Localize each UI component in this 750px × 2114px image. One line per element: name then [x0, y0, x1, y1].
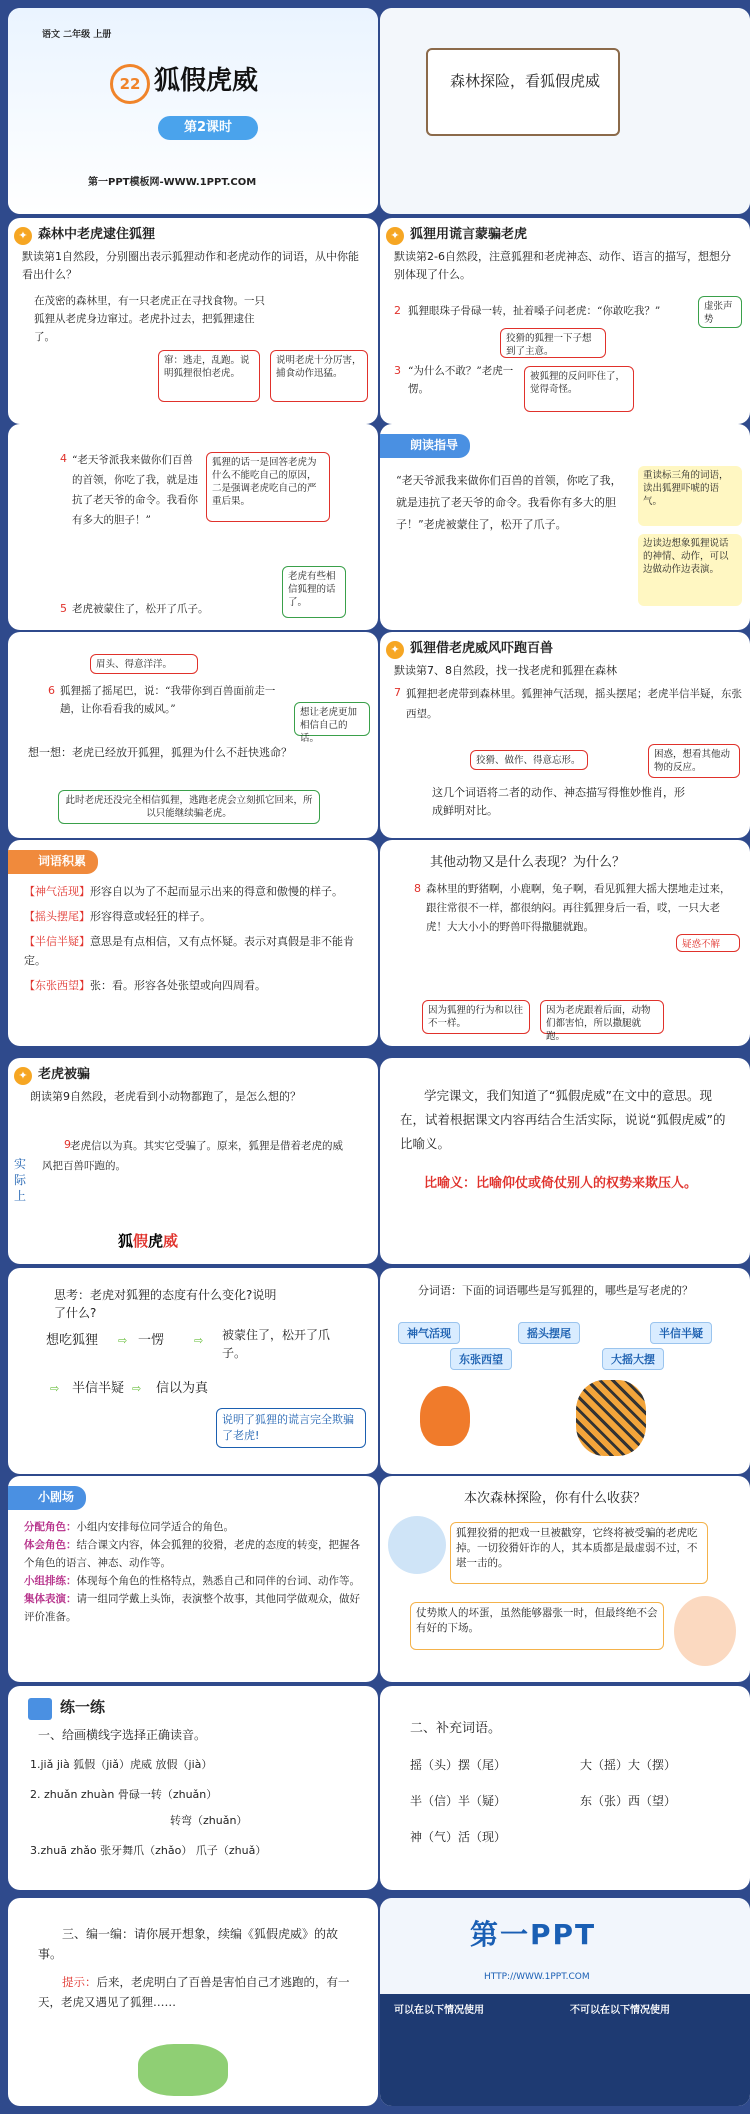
callout-pu: 说明老虎十分厉害，捕食动作迅猛。 — [270, 350, 368, 402]
exercise-3-question: 三、编一编：请你展开想象，续编《狐假虎威》的故事。 — [38, 1927, 339, 1961]
girl-avatar — [674, 1596, 736, 1666]
pinyin-row-2b: 转弯（zhuǎn） — [170, 1814, 248, 1827]
passage-para-4: “老天爷派我来做你们百兽的首领，你吃了我，就是违抗了老天爷的命令。我看你有多大的胆子！” — [72, 454, 198, 526]
leaf-icon: ✦ — [386, 227, 404, 245]
arrow-right-icon: ⇨ — [194, 1334, 204, 1347]
slide-2[interactable] — [380, 8, 750, 214]
theater-step: 小组排练：体现每个角色的性格特点，熟悉自己和同伴的台词、动作等。 — [24, 1575, 360, 1587]
word-card-3[interactable]: 半信半疑 — [650, 1322, 712, 1344]
slide-10[interactable] — [380, 840, 750, 1046]
slide-8-title: 狐狸借老虎威风吓跑百兽 — [410, 641, 554, 656]
theater-step: 分配角色：小组内安排每位同学适合的角色。 — [24, 1521, 234, 1533]
slide-4-intro: 默读第2-6自然段，注意狐狸和老虎神态、动作、语言的描写，想想分别体现了什么。 — [394, 250, 731, 281]
fill-word-1: 摇（头）摆（尾） — [410, 1758, 507, 1772]
slide-20[interactable] — [380, 1898, 750, 2106]
word-card-4[interactable]: 东张西望 — [450, 1348, 512, 1370]
exercise-title: 练一练 — [60, 1698, 106, 1716]
slide-10-question: 其他动物又是什么表现？为什么？ — [430, 855, 626, 870]
pinyin-row-1: 1.jiǎ jià 狐假（jiǎ）虎威 放假（jià） — [30, 1758, 213, 1771]
vocab-item: 【东张西望】张：看。形容各处张望或向四周看。 — [24, 979, 266, 992]
site-logo: 第一PPT — [470, 1918, 597, 1951]
slide-3-intro: 默读第1自然段，分别圈出表示狐狸动作和老虎动作的词语，从中你能看出什么？ — [22, 250, 359, 281]
attitude-step-1: 想吃狐狸 — [46, 1333, 99, 1348]
side-label: 实际上 — [14, 1157, 27, 1203]
fill-word-2: 大（摇）大（摆） — [580, 1758, 677, 1772]
tiger-illustration — [576, 1380, 646, 1456]
callout-bluff: 虚张声势 — [698, 296, 742, 328]
lesson-title: 狐假虎威 — [154, 66, 259, 96]
slide-12-text: 学完课文，我们知道了“狐假虎威”在文中的意思。现在，试着根据课文内容再结合生活实际，说说“狐假虎威”的比喻义。 — [400, 1088, 726, 1151]
slide-4[interactable] — [380, 218, 750, 424]
harvest-bubble-1: 狐狸狡猾的把戏一旦被戳穿，它终将被受骗的老虎吃掉。一切狡猾奸诈的人，其本质都是最虚弱不过，不堪一击的。 — [450, 1522, 708, 1584]
slide-14-question: 分词语：下面的词语哪些是写狐狸的，哪些是写老虎的？ — [418, 1284, 693, 1297]
slide-8[interactable] — [380, 632, 750, 838]
callout-reason-2: 因为老虎跟着后面，动物们都害怕，所以撒腿就跑。 — [540, 1000, 664, 1034]
theater-tag: 小剧场 — [8, 1486, 86, 1510]
para-number-8: 8 — [414, 882, 421, 895]
slide-11-intro: 朗读第9自然段，老虎看到小动物都跑了，是怎么想的？ — [30, 1090, 301, 1103]
callout-fox-manner: 狡猾、做作、得意忘形。 — [470, 750, 588, 770]
site-url[interactable]: HTTP://WWW.1PPT.COM — [484, 1972, 590, 1982]
pinyin-row-2: 2. zhuǎn zhuàn 骨碌一转（zhuǎn） — [30, 1788, 218, 1801]
lesson-number-badge: 22 — [110, 64, 150, 104]
callout-tiger-manner: 困惑，想看其他动物的反应。 — [648, 744, 740, 778]
subject-label: 语文 二年级 上册 — [42, 30, 112, 40]
passage-para-7: 狐狸把老虎带到森林里。狐狸神气活现，摇头摆尾；老虎半信半疑，东张西望。 — [406, 688, 742, 720]
passage-para-2: 狐狸眼珠子骨碌一转，扯着嗓子问老虎：“你敢吃我？” — [408, 305, 661, 317]
slide-3-title: 森林中老虎逮住狐狸 — [38, 227, 156, 242]
para-number-9: 9 — [64, 1138, 71, 1151]
slide-13-question: 思考：老虎对狐狸的态度有什么变化?说明了什么? — [54, 1288, 277, 1320]
para-number-7: 7 — [394, 686, 401, 699]
slide-19[interactable] — [8, 1898, 378, 2106]
harvest-bubble-2: 仗势欺人的坏蛋，虽然能够嚣张一时，但最终绝不会有好的下场。 — [410, 1602, 664, 1650]
credit-text: 第一PPT模板网-WWW.1PPT.COM — [88, 177, 257, 188]
fill-word-4: 东（张）西（望） — [580, 1794, 677, 1808]
banner-frame — [426, 48, 620, 136]
arrow-right-icon: ⇨ — [118, 1334, 128, 1347]
slide-7-question: 想一想：老虎已经放开狐狸，狐狸为什么不赶快逃命？ — [28, 746, 292, 759]
slide-6[interactable] — [380, 424, 750, 630]
vocab-list — [24, 882, 364, 995]
arrow-right-icon: ⇨ — [50, 1382, 60, 1395]
word-card-1[interactable]: 神气活现 — [398, 1322, 460, 1344]
para-number-2: 2 — [394, 304, 401, 317]
slide-16[interactable] — [380, 1476, 750, 1682]
callout-convince: 想让老虎更加相信自己的话。 — [294, 702, 370, 736]
callout-reason-1: 因为狐狸的行为和以往不一样。 — [422, 1000, 530, 1034]
slide-11[interactable] — [8, 1058, 378, 1264]
arrow-right-icon: ⇨ — [132, 1382, 142, 1395]
leaf-icon: ✦ — [386, 641, 404, 659]
callout-cuan: 窜：逃走，乱跑。说明狐狸很怕老虎。 — [158, 350, 260, 402]
fill-word-5: 神（气）活（现） — [410, 1830, 507, 1844]
para-number-5: 5 — [60, 602, 67, 615]
boy-avatar — [388, 1516, 446, 1574]
forbidden-heading: 不可以在以下情况使用 — [570, 2005, 670, 2016]
vocab-item: 【摇头摆尾】形容得意或轻狂的样子。 — [24, 910, 211, 923]
slide-4-title: 狐狸用谎言蒙骗老虎 — [410, 227, 528, 242]
callout-conclusion: 说明了狐狸的谎言完全欺骗了老虎! — [216, 1408, 366, 1448]
exercise-2-title: 二、补充词语。 — [410, 1721, 502, 1736]
passage-para-6: 狐狸摇了摇尾巴，说：“我带你到百兽面前走一趟，让你看看我的威风。” — [60, 685, 276, 715]
para-number-3: 3 — [394, 364, 401, 377]
slide-18[interactable] — [380, 1686, 750, 1890]
attitude-step-5: 信以为真 — [156, 1381, 209, 1396]
word-card-5[interactable]: 大摇大摆 — [602, 1348, 664, 1370]
word-card-2[interactable]: 摇头摆尾 — [518, 1322, 580, 1344]
callout-smug: 眉头、得意洋洋。 — [90, 654, 198, 674]
para-number-6: 6 — [48, 684, 55, 697]
exercise-1-question: 一、给画横线字选择正确读音。 — [38, 1728, 207, 1742]
period-pill: 第2课时 — [158, 116, 258, 140]
attitude-step-2: 一愣 — [138, 1333, 165, 1348]
slide-17[interactable] — [8, 1686, 378, 1890]
reading-guide-tag: 朗读指导 — [380, 434, 470, 458]
leaf-icon: ✦ — [14, 1067, 32, 1085]
idiom-breakdown: 狐假虎威 — [118, 1232, 179, 1250]
slide-7[interactable] — [8, 632, 378, 838]
slide-11-title: 老虎被骗 — [38, 1067, 91, 1082]
book-icon — [28, 1698, 52, 1720]
slide-1[interactable] — [8, 8, 378, 214]
theater-step: 体会角色：结合课文内容，体会狐狸的狡猾，老虎的态度的转变，把握各个角色的语言、神态、动作等。 — [24, 1539, 360, 1569]
leaf-icon: ✦ — [14, 227, 32, 245]
slide-3[interactable] — [8, 218, 378, 424]
fill-word-3: 半（信）半（疑） — [410, 1794, 507, 1808]
slide-3-passage: 在茂密的森林里，有一只老虎正在寻找食物。一只狐狸从老虎身边窜过。老虎扑过去，把狐狸逮住了。 — [34, 295, 265, 343]
slide-8-summary: 这几个词语将二者的动作、神态描写得惟妙惟肖，形成鲜明对比。 — [432, 786, 685, 817]
theater-step: 集体表演：请一组同学戴上头饰，表演整个故事，其他同学做观众，做好评价准备。 — [24, 1593, 360, 1623]
slide-8-intro: 默读第7、8自然段，找一找老虎和狐狸在森林 — [394, 664, 617, 677]
theater-steps — [24, 1518, 364, 1626]
metaphor-meaning: 比喻义：比喻仰仗或倚仗别人的权势来欺压人。 — [424, 1176, 698, 1191]
vocab-item: 【半信半疑】意思是有点相信，又有点怀疑。表示对真假是非不能肯定。 — [24, 935, 354, 967]
animals-illustration — [138, 2044, 228, 2096]
banner-text: 森林探险，看狐假虎威 — [450, 72, 601, 90]
slide-15[interactable] — [8, 1476, 378, 1682]
slide-16-question: 本次森林探险，你有什么收获？ — [464, 1491, 647, 1506]
callout-fox-speech: 狐狸的话一是回答老虎为什么不能吃自己的原因，二是强调老虎吃自己的严重后果。 — [206, 452, 330, 522]
exercise-3-hint: 提示：后来，老虎明白了百兽是害怕自己才逃跑的，有一天，老虎又遇见了狐狸…… — [38, 1975, 350, 2009]
callout-puzzled: 疑惑不解 — [676, 934, 740, 952]
passage-para-3: “为什么不敢？”老虎一愣。 — [408, 365, 514, 395]
allowed-heading: 可以在以下情况使用 — [394, 2005, 484, 2016]
callout-surprised: 被狐狸的反问吓住了，觉得奇怪。 — [524, 366, 634, 412]
fox-illustration — [420, 1386, 470, 1446]
vocab-item: 【神气活现】形容自以为了不起而显示出来的得意和傲慢的样子。 — [24, 885, 343, 898]
attitude-step-3: 被蒙住了，松开了爪子。 — [222, 1328, 331, 1360]
passage-para-9: 老虎信以为真。其实它受骗了。原来，狐狸是借着老虎的威风把百兽吓跑的。 — [42, 1140, 343, 1172]
passage-para-8: 森林里的野猪啊，小鹿啊，兔子啊，看见狐狸大摇大摆地走过来，跟往常很不一样，都很纳闷。再往狐狸身后一看，哎，一只大老虎！大大小小的野兽吓得撒腿就跑。 — [426, 883, 731, 933]
pinyin-row-3: 3.zhuā zhǎo 张牙舞爪（zhǎo） 爪子（zhuǎ） — [30, 1844, 267, 1857]
slide-12[interactable] — [380, 1058, 750, 1264]
passage-para-5: 老虎被蒙住了，松开了爪子。 — [72, 603, 209, 615]
slide-14[interactable] — [380, 1268, 750, 1474]
attitude-step-4: 半信半疑 — [72, 1381, 125, 1396]
slide-7-answer: 此时老虎还没完全相信狐狸，逃跑老虎会立刻抓它回来，所以只能继续骗老虎。 — [58, 790, 320, 824]
callout-cunning: 狡猾的狐狸一下子想到了主意。 — [500, 328, 606, 358]
callout-tiger-believes: 老虎有些相信狐狸的话了。 — [282, 566, 346, 618]
reading-passage: “老天爷派我来做你们百兽的首领，你吃了我，就是违抗了老天爷的命令。我看你有多大的胆子！”老虎被蒙住了，松开了爪子。 — [396, 474, 622, 531]
vocab-tag: 词语积累 — [8, 850, 98, 874]
para-number-4: 4 — [60, 452, 67, 465]
slide-5[interactable] — [8, 424, 378, 630]
callout-stress: 重读标三角的词语，读出狐狸吓唬的语气。 — [638, 466, 742, 526]
slide-9[interactable] — [8, 840, 378, 1046]
slide-13[interactable] — [8, 1268, 378, 1474]
callout-act: 边读边想象狐狸说话的神情、动作，可以边做动作边表演。 — [638, 534, 742, 606]
